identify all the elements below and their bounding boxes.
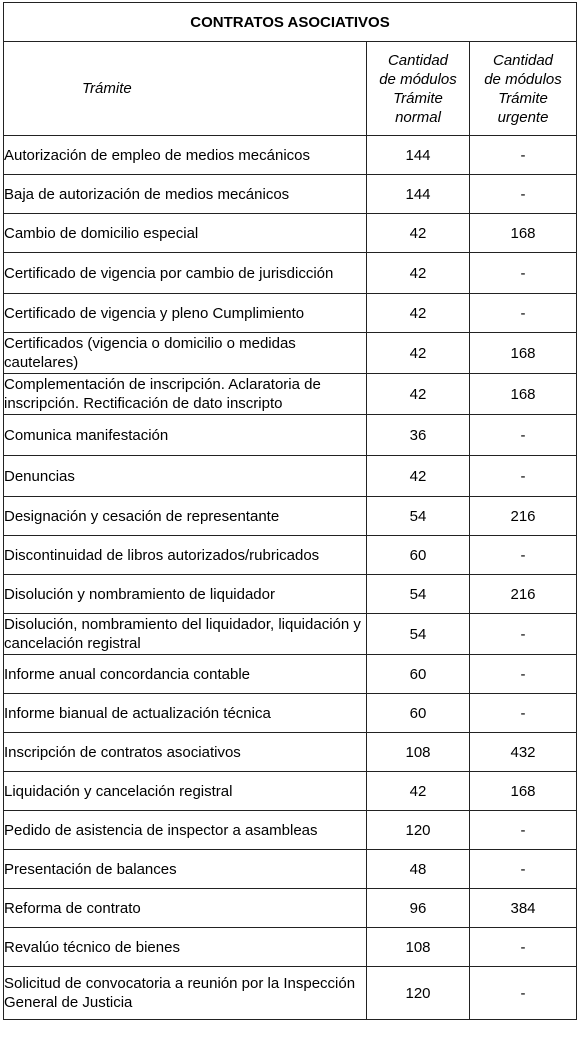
header-normal-line: de módulos: [379, 70, 457, 88]
normal-cell: 42: [367, 374, 470, 415]
tramite-cell: Disolución y nombramiento de liquidador: [4, 575, 367, 614]
table-row: [4, 214, 577, 253]
normal-cell: 54: [367, 614, 470, 655]
urgente-cell: 168: [470, 772, 577, 811]
tramite-cell: Complementación de inscripción. Aclaratoria de inscripción. Rectificación de dato inscripto: [4, 374, 367, 415]
urgente-cell: -: [470, 967, 577, 1020]
header-normal-line: Trámite: [393, 89, 443, 107]
normal-cell: 42: [367, 253, 470, 294]
tramite-cell: Reforma de contrato: [4, 889, 367, 928]
header-urgente-line: urgente: [497, 108, 549, 126]
table-row: [4, 850, 577, 889]
contratos-asociativos-table: [3, 2, 577, 1020]
urgente-cell: -: [470, 294, 577, 333]
tramite-cell: Discontinuidad de libros autorizados/rubricados: [4, 536, 367, 575]
normal-cell: 120: [367, 811, 470, 850]
table-row: [4, 811, 577, 850]
urgente-cell: 168: [470, 333, 577, 374]
normal-cell: 96: [367, 889, 470, 928]
tramite-cell: Certificados (vigencia o domicilio o medidas cautelares): [4, 333, 367, 374]
table-row: [4, 928, 577, 967]
header-cantidad-urgente: [470, 42, 577, 136]
urgente-cell: -: [470, 928, 577, 967]
table-row: [4, 456, 577, 497]
tramite-cell: Disolución, nombramiento del liquidador, liquidación y cancelación registral: [4, 614, 367, 655]
header-urgente-line: Cantidad: [492, 51, 554, 69]
urgente-cell: 168: [470, 214, 577, 253]
normal-cell: 120: [367, 967, 470, 1020]
header-urgente-line: Trámite: [498, 89, 548, 107]
urgente-cell: -: [470, 415, 577, 456]
urgente-cell: -: [470, 536, 577, 575]
urgente-cell: -: [470, 253, 577, 294]
urgente-cell: 432: [470, 733, 577, 772]
table-row: [4, 253, 577, 294]
table-row: [4, 889, 577, 928]
tramite-cell: Pedido de asistencia de inspector a asambleas: [4, 811, 367, 850]
tramite-cell: Revalúo técnico de bienes: [4, 928, 367, 967]
normal-cell: 36: [367, 415, 470, 456]
normal-cell: 144: [367, 175, 470, 214]
normal-cell: 54: [367, 497, 470, 536]
table-row: [4, 374, 577, 415]
urgente-cell: -: [470, 456, 577, 497]
header-tramite: Trámite: [4, 42, 367, 136]
header-urgente-line: de módulos: [484, 70, 562, 88]
tramite-cell: Presentación de balances: [4, 850, 367, 889]
table-row: [4, 415, 577, 456]
table-row: [4, 294, 577, 333]
tramite-cell: Certificado de vigencia y pleno Cumplimiento: [4, 294, 367, 333]
tramite-cell: Certificado de vigencia por cambio de jurisdicción: [4, 253, 367, 294]
tramite-cell: Liquidación y cancelación registral: [4, 772, 367, 811]
normal-cell: 60: [367, 655, 470, 694]
table-row: [4, 175, 577, 214]
tramite-cell: Informe anual concordancia contable: [4, 655, 367, 694]
table-row: [4, 655, 577, 694]
normal-cell: 108: [367, 733, 470, 772]
normal-cell: 144: [367, 136, 470, 175]
table-row: [4, 575, 577, 614]
header-normal-line: Cantidad: [387, 51, 449, 69]
normal-cell: 60: [367, 536, 470, 575]
header-normal-line: normal: [395, 108, 441, 126]
urgente-cell: 216: [470, 497, 577, 536]
table-row: [4, 333, 577, 374]
normal-cell: 42: [367, 772, 470, 811]
normal-cell: 108: [367, 928, 470, 967]
tramite-cell: Cambio de domicilio especial: [4, 214, 367, 253]
tramite-cell: Autorización de empleo de medios mecánicos: [4, 136, 367, 175]
normal-cell: 48: [367, 850, 470, 889]
normal-cell: 42: [367, 294, 470, 333]
urgente-cell: -: [470, 811, 577, 850]
urgente-cell: -: [470, 694, 577, 733]
tramite-cell: Informe bianual de actualización técnica: [4, 694, 367, 733]
tramite-cell: Designación y cesación de representante: [4, 497, 367, 536]
urgente-cell: -: [470, 136, 577, 175]
tramite-cell: Comunica manifestación: [4, 415, 367, 456]
table-row: [4, 536, 577, 575]
urgente-cell: 216: [470, 575, 577, 614]
normal-cell: 60: [367, 694, 470, 733]
normal-cell: 42: [367, 456, 470, 497]
table-row: [4, 733, 577, 772]
urgente-cell: -: [470, 850, 577, 889]
normal-cell: 54: [367, 575, 470, 614]
urgente-cell: 384: [470, 889, 577, 928]
urgente-cell: -: [470, 614, 577, 655]
urgente-cell: 168: [470, 374, 577, 415]
normal-cell: 42: [367, 214, 470, 253]
table-row: [4, 967, 577, 1020]
urgente-cell: -: [470, 175, 577, 214]
table-row: [4, 614, 577, 655]
table-row: [4, 772, 577, 811]
tramite-cell: Denuncias: [4, 456, 367, 497]
tramite-cell: Solicitud de convocatoria a reunión por la Inspección General de Justicia: [4, 967, 367, 1020]
table-row: [4, 136, 577, 175]
tramite-cell: Inscripción de contratos asociativos: [4, 733, 367, 772]
urgente-cell: -: [470, 655, 577, 694]
tramite-cell: Baja de autorización de medios mecánicos: [4, 175, 367, 214]
table-title: CONTRATOS ASOCIATIVOS: [4, 3, 577, 42]
table-row: [4, 694, 577, 733]
table-row: [4, 497, 577, 536]
normal-cell: 42: [367, 333, 470, 374]
header-cantidad-normal: [367, 42, 470, 136]
